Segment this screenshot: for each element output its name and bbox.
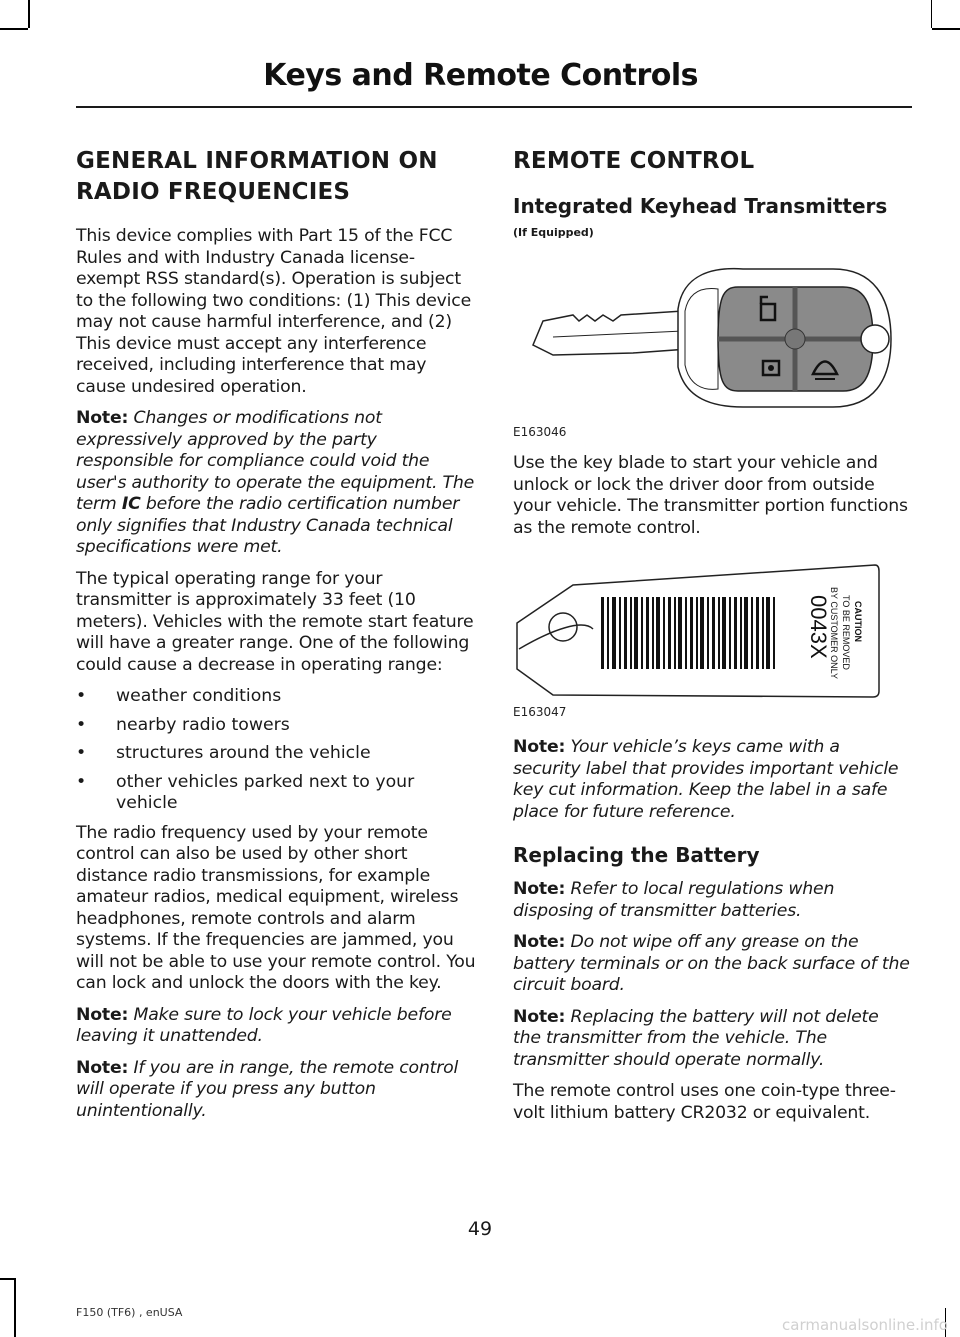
battery-paragraph: The remote control uses one coin-type three-volt lithium battery CR2032 or equivalent. [513,1081,896,1123]
note-text: Changes or modifications not expressively approved by the party responsible for compliance could void the user's authority to operate the equipment. The term [76,408,475,514]
tag-text-caution: CAUTION [853,601,863,642]
page-header-title: Keys and Remote Controls [263,58,698,93]
figure-code: E163046 [513,425,567,439]
footer-model: F150 (TF6) , enUSA [76,1306,183,1319]
list-item [76,686,476,708]
if-equipped-label: (If Equipped) [513,226,594,239]
bullet-marker: • [76,743,87,763]
note-text: Do not wipe off any grease on the battery terminals or on the back surface of the circuit board. [513,932,910,995]
keyhead-transmitter-illustration [513,249,909,419]
note-label: Note: [76,408,129,428]
note-replace-battery [513,1007,911,1072]
note-text: Make sure to lock your vehicle before leaving it unattended. [76,1004,452,1046]
subheading-battery: Replacing the Battery [513,843,760,867]
figure-code: E163047 [513,705,567,719]
note-text: Refer to local regulations when disposing of transmitter batteries. [513,879,835,921]
subheading-keyhead: Integrated Keyhead Transmitters [513,194,888,218]
note-modifications [76,408,476,559]
left-column [76,140,476,1132]
crop-mark [932,28,960,30]
note-text: If you are in range, the remote control will operate if you press any button unintentionally. [76,1057,459,1121]
note-label: Note: [76,1057,129,1078]
right-column [513,140,911,1134]
bullet-marker: • [76,771,87,792]
crop-mark [0,28,28,30]
list-item [76,772,476,815]
crop-mark [28,0,30,28]
range-paragraph: The typical operating range for your transmitter is approximately 33 feet (10 meters). Vehicles with the remote start feature will have a greater range. One of the following could cause a decrease in operating range: [76,568,474,675]
tag-text-line2: TO BE REMOVED [841,595,851,670]
list-item-text: weather conditions [116,686,282,706]
note-text: before the radio certification number only signifies that Industry Canada technical specifications were met. [76,494,460,557]
fcc-paragraph: This device complies with Part 15 of the FCC Rules and with Industry Canada license-exempt RSS standard(s). Operation is subject to the following two conditions: (1) This device may not cause harmful interference, and (2) This device must accept any interference received, including interference that may cause undesired operation. [76,226,472,397]
note-label: Note: [513,1006,566,1027]
list-item-text: other vehicles parked next to your vehicle [116,771,415,813]
note-ic-term: IC [121,494,141,514]
note-text: Your vehicle’s keys came with a security label that provides important vehicle key cut information. Keep the label in a safe place for future reference. [513,737,899,822]
crop-mark [0,1278,14,1280]
note-label: Note: [513,932,566,952]
page-number: 49 [467,1218,493,1240]
list-item-text: nearby radio towers [116,714,290,735]
frequency-paragraph: The radio frequency used by your remote control can also be used by other short distance radio transmissions, for example amateur radios, medical equipment, wireless headphones, remote controls and alarm systems. If the frequencies are jammed, you will not be able to use your remote control. You can lock and unlock the doors with the key. [76,822,476,993]
list-item [76,715,476,737]
note-range [76,1058,476,1123]
section-heading-radio: GENERAL INFORMATION ON RADIO FREQUENCIES [76,148,438,205]
tag-code: 0043X [806,595,831,659]
bullet-marker: • [76,714,87,735]
figure-security-tag [513,559,909,719]
list-item-text: structures around the vehicle [116,743,371,763]
crop-mark [931,0,933,28]
note-security-label [513,737,911,823]
figure-keyhead [513,249,909,439]
note-label: Note: [76,1004,129,1025]
security-tag-illustration [513,559,909,701]
note-disposal [513,879,911,922]
note-text: Replacing the battery will not delete the transmitter from the vehicle. The transmitter should operate normally. [513,1006,879,1070]
note-label: Note: [513,737,566,757]
watermark: carmanualsonline.info [782,1316,948,1334]
bullet-marker: • [76,686,87,706]
range-factors-list [76,686,476,815]
note-label: Note: [513,879,566,899]
note-lock [76,1005,476,1048]
tag-text-line3: BY CUSTOMER ONLY [829,587,839,680]
list-item [76,743,476,765]
section-heading-remote: REMOTE CONTROL [513,148,755,174]
crop-mark [14,1278,16,1337]
note-grease [513,932,911,997]
key-blade-paragraph: Use the key blade to start your vehicle and unlock or lock the driver door from outside your vehicle. The transmitter portion functions as the remote control. [513,453,908,538]
header-rule [76,106,912,108]
